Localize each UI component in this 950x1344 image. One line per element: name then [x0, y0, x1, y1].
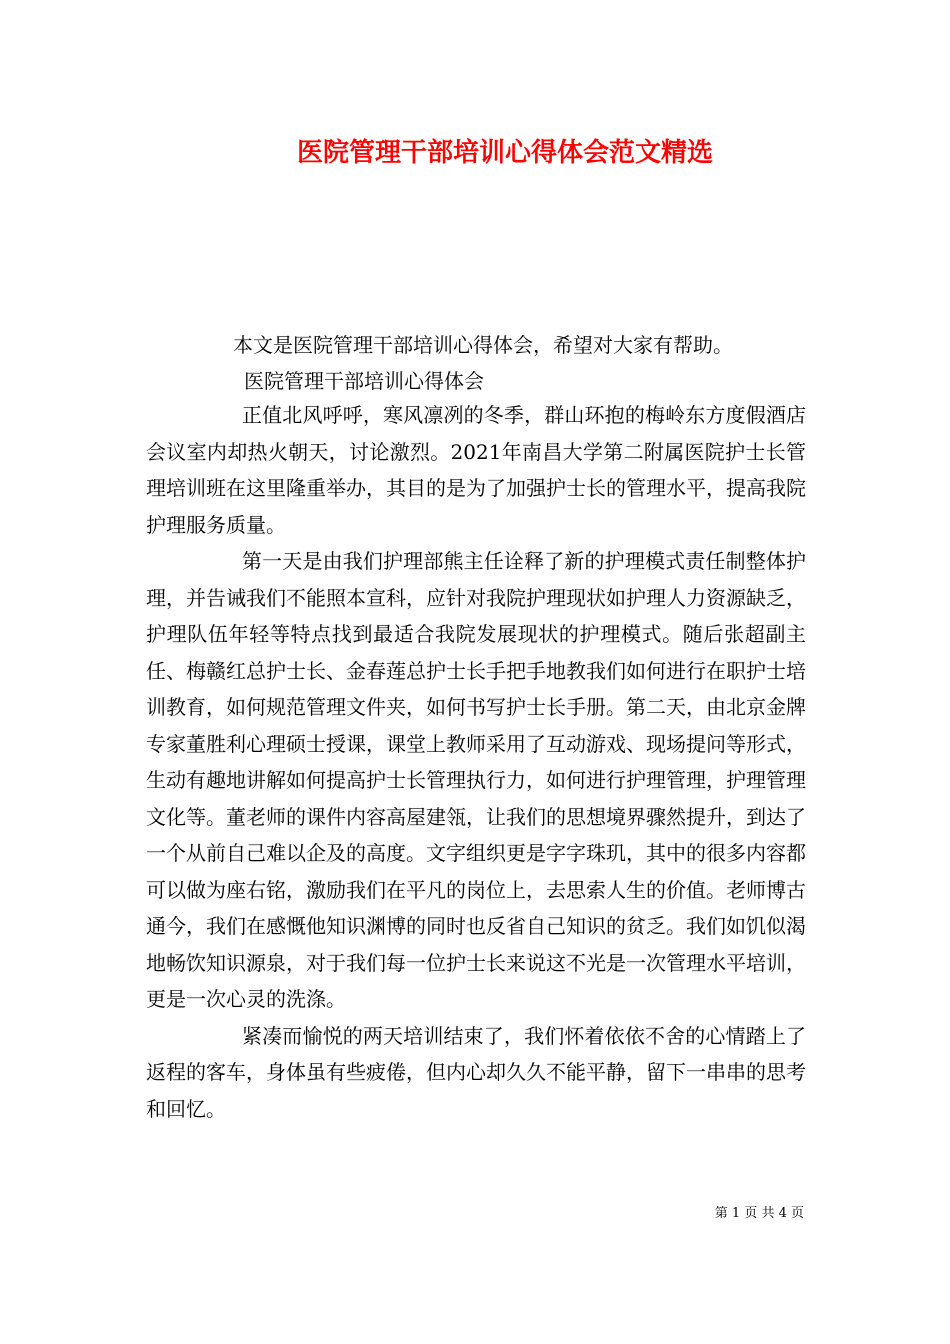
body-text: [146, 397, 806, 1127]
paragraph-2: 第一天是由我们护理部熊主任诠释了新的护理模式责任制整体护理，并告诫我们不能照本宣科，应针对我院护理现状如护理人力资源缺乏，护理队伍年轻等特点找到最适合我院发展现状的护理模式。随后张超副主任、梅赣红总护士长、金春莲总护士长手把手地教我们如何进行在职护士培训教育，如何规范管理文件夹，如何书写护士长手册。第二天，由北京金牌专家董胜利心理硕士授课，课堂上教师采用了互动游戏、现场提问等形式，生动有趣地讲解如何提高护士长管理执行力，如何进行护理管理，护理管理文化等。董老师的课件内容高屋建瓴，让我们的思想境界骤然提升，到达了一个从前自己难以企及的高度。文字组织更是字字珠玑，其中的很多内容都可以做为座右铭，激励我们在平凡的岗位上，去思索人生的价值。老师博古通今，我们在感慨他知识渊博的同时也反省自己知识的贫乏。我们如饥似渴地畅饮知识源泉，对于我们每一位护士长来说这不光是一次管理水平培训，更是一次心灵的洗涤。: [146, 549, 806, 1011]
paragraph-1: 正值北风呼呼，寒风凛冽的冬季，群山环抱的梅岭东方度假酒店会议室内却热火朝天，讨论激烈。2021年南昌大学第二附属医院护士长管理培训班在这里隆重举办，其目的是为了加强护士长的管理水平，提高我院护理服务质量。: [146, 403, 806, 537]
page-number-footer: 第 1 页 共 4 页: [714, 1206, 804, 1221]
document-title: 医院管理干部培训心得体会范文精选: [296, 138, 713, 168]
section-subtitle: 医院管理干部培训心得体会: [244, 369, 484, 393]
paragraph-3: 紧凑而愉悦的两天培训结束了，我们怀着依依不舍的心情踏上了返程的客车，身体虽有些疲倦，但内心却久久不能平静，留下一串串的思考和回忆。: [146, 1023, 806, 1121]
intro-text: 本文是医院管理干部培训心得体会，希望对大家有帮助。: [233, 333, 733, 357]
